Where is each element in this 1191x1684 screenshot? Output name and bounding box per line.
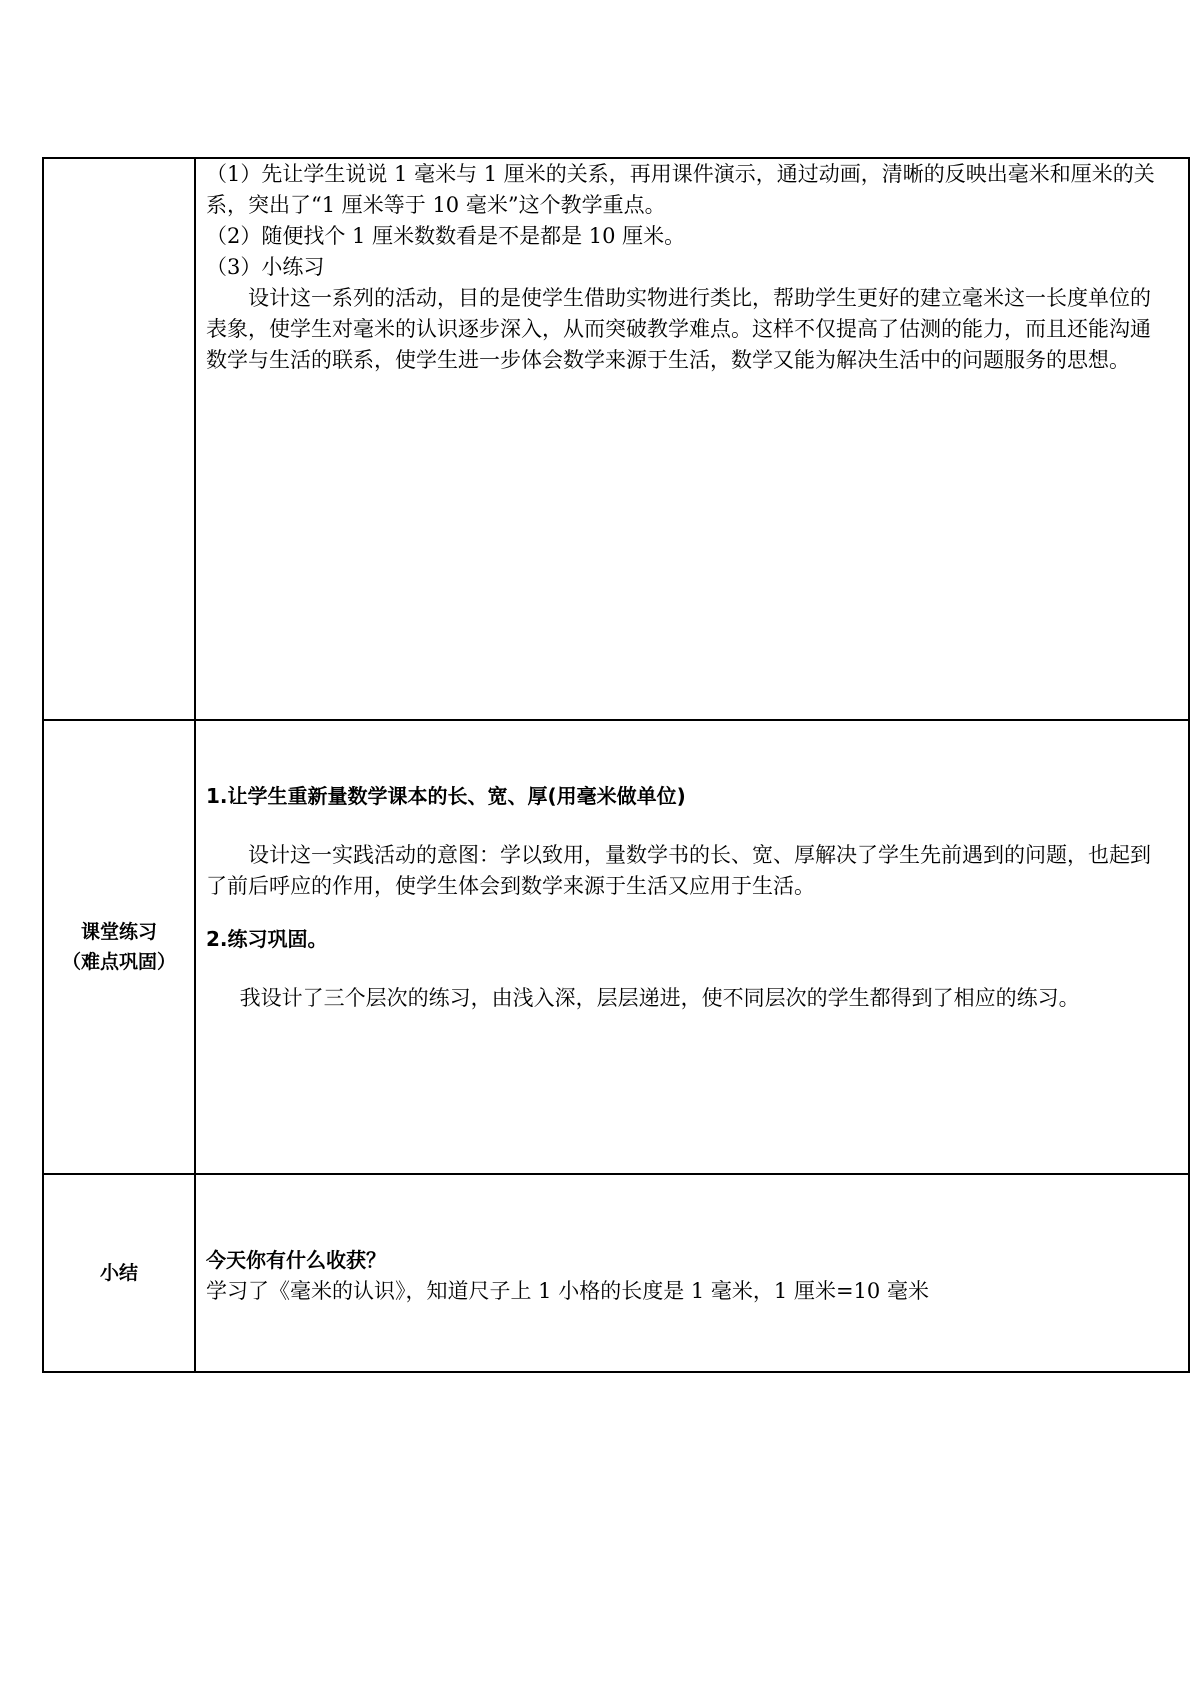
summary-question: 今天你有什么收获？: [206, 1248, 386, 1272]
summary-label: 小结: [99, 1262, 138, 1284]
practice-item-1-text: 设计这一实践活动的意图：学以致用，量数学书的长、宽、厚解决了学生先前遇到的问题，也起到了前后呼应的作用，使学生体会到数学来源于生活又应用于生活。: [206, 843, 1151, 898]
lesson-plan-table: [42, 157, 1190, 1373]
activity-design-paragraph: 设计这一系列的活动，目的是使学生借助实物进行类比，帮助学生更好的建立毫米这一长度单位的表象，使学生对毫米的认识逐步深入，从而突破教学难点。这样不仅提高了估测的能力，而且还能沟通数学与生活的联系，使学生进一步体会数学来源于生活，数学又能为解决生活中的问题服务的思想。: [206, 286, 1151, 372]
table-row-summary: [43, 1174, 1189, 1372]
activity-content-cell: [195, 158, 1189, 720]
step-2-text: （2）随便找个 1 厘米数数看是不是都是 10 厘米。: [206, 224, 686, 248]
practice-sublabel: （难点巩固）: [61, 951, 176, 973]
summary-label-cell: [43, 1174, 195, 1372]
table-row-practice: [43, 720, 1189, 1174]
summary-content-cell: [195, 1174, 1189, 1372]
practice-label: 课堂练习: [80, 921, 157, 943]
step-3-text: （3）小练习: [206, 255, 325, 279]
practice-item-2-title: 2.练习巩固。: [206, 927, 328, 951]
practice-item-2-text: 我设计了三个层次的练习，由浅入深，层层递进，使不同层次的学生都得到了相应的练习。: [239, 986, 1080, 1010]
practice-item-1-title: 1.让学生重新量数学课本的长、宽、厚(用毫米做单位): [206, 784, 686, 808]
step-1-text: （1）先让学生说说 1 毫米与 1 厘米的关系，再用课件演示，通过动画，清晰的反映出毫米和厘米的关系，突出了“1 厘米等于 10 毫米”这个教学重点。: [206, 162, 1155, 217]
summary-answer: 学习了《毫米的认识》，知道尺子上 1 小格的长度是 1 毫米，1 厘米=10 毫米: [206, 1279, 929, 1303]
practice-label-cell: [43, 720, 195, 1174]
table-row-activity: [43, 158, 1189, 720]
practice-content-cell: [195, 720, 1189, 1174]
row-label-empty: [43, 158, 195, 720]
